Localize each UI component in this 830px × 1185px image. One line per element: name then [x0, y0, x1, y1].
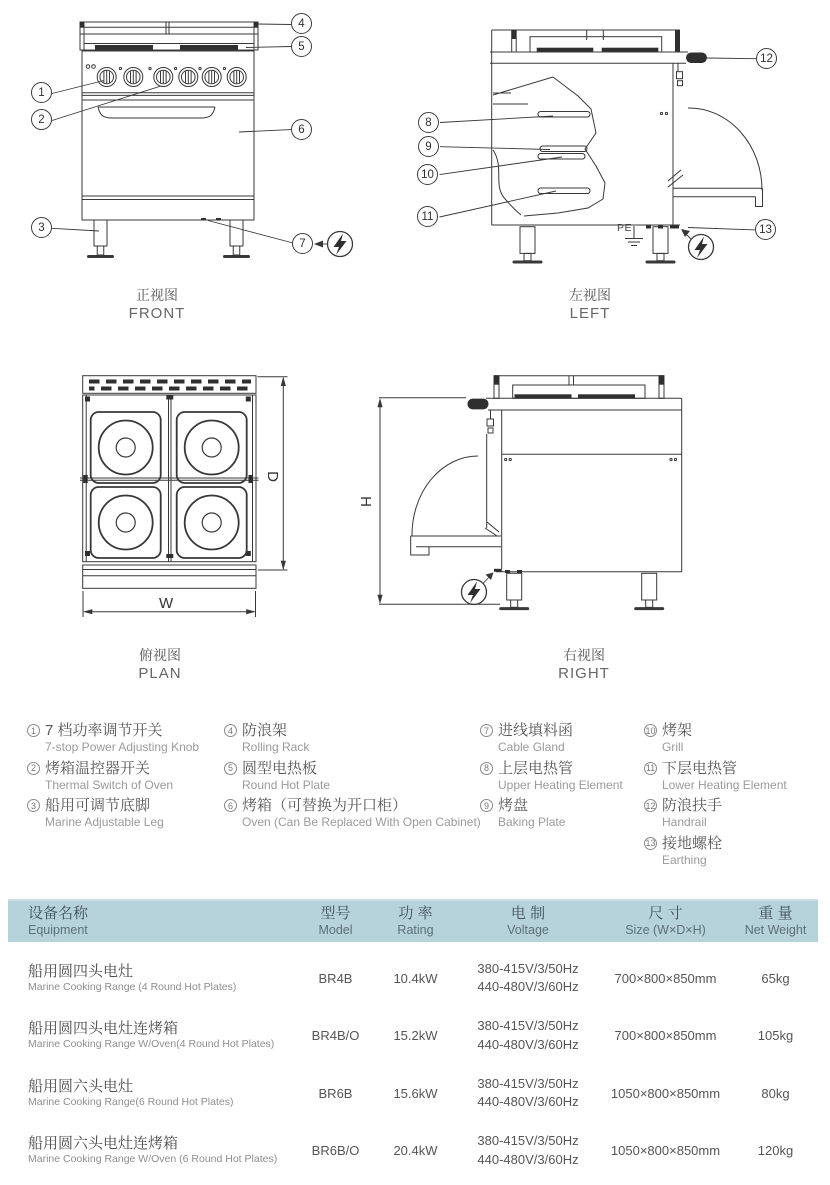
legend-zh: 防浪扶手: [662, 797, 723, 814]
equipment-name-zh: 船用圆六头电灶连烤箱: [28, 1135, 179, 1152]
legend-en: Round Hot Plate: [242, 777, 331, 792]
cell-rating: 20.4kW: [393, 1143, 438, 1158]
legend-item-10: [644, 722, 692, 755]
cell-voltage: [458, 1132, 598, 1169]
legend-zh: 圆型电热板: [242, 759, 318, 777]
cell-rating: 15.6kW: [393, 1085, 438, 1101]
legend-item-13: [644, 835, 722, 868]
equipment-name-en: Marine Cooking Range (4 Round Hot Plates): [28, 980, 237, 993]
legend-item-9: [480, 797, 565, 830]
right-view-drawing: [377, 376, 681, 609]
dim-width-label: W: [159, 595, 174, 612]
header-size-zh: 尺 寸: [648, 905, 683, 922]
cell-size: 700×800×850mm: [614, 1028, 717, 1043]
header-equipment: [28, 905, 298, 938]
plan-view-title: [100, 647, 220, 683]
cell-size: 1050×800×850mm: [610, 1143, 721, 1158]
cell-model: BR4B/O: [311, 1028, 360, 1043]
legend-number-11: 11: [645, 763, 656, 773]
callout-2: 2: [31, 109, 52, 130]
dim-height-label: H: [356, 496, 374, 507]
legend-zh: 7 档功率调节开关: [45, 722, 163, 739]
callout-9: 9: [418, 136, 439, 157]
header-rating-zh: 功 率: [398, 905, 433, 922]
legend-zh: 防浪架: [242, 722, 288, 739]
callout-4: 4: [291, 13, 312, 34]
legend-item-7: [480, 722, 573, 755]
legend-en: Lower Heating Element: [662, 777, 787, 792]
header-voltage: [458, 905, 598, 938]
left-view-title: [530, 287, 650, 323]
pe-earthing-label: PE: [617, 222, 633, 234]
right-view-title: [524, 647, 644, 683]
legend-number-5: 5: [224, 762, 237, 775]
voltage-50hz: 380-415V/3/50Hz: [477, 1133, 579, 1148]
header-model: [298, 905, 373, 938]
cell-weight: 80kg: [761, 1085, 790, 1101]
legend-en: Marine Adjustable Leg: [45, 815, 164, 829]
legend-en: Upper Heating Element: [498, 777, 623, 792]
header-weight-zh: 重 量: [758, 905, 793, 922]
legend-item-3: [27, 797, 164, 830]
voltage-60hz: 440-480V/3/60Hz: [477, 1036, 579, 1052]
equipment-name-en: Marine Cooking Range W/Oven (6 Round Hot Plates): [28, 1153, 278, 1165]
header-rating: [373, 905, 458, 938]
header-voltage-en: Voltage: [507, 923, 549, 937]
callout-5: 5: [291, 36, 312, 57]
legend-number-3: 3: [27, 799, 40, 812]
cell-rating: 10.4kW: [393, 970, 438, 986]
right-view-title-zh: 右视图: [563, 647, 605, 663]
header-equipment-en: Equipment: [28, 923, 88, 937]
legend-number-12: 12: [645, 800, 656, 811]
legend-zh: 烤箱（可替换为开口柜）: [242, 797, 408, 814]
plan-view-title-en: PLAN: [138, 665, 182, 682]
table-row: [8, 1010, 818, 1062]
cell-voltage: [458, 1017, 598, 1054]
cell-equipment: [28, 963, 298, 994]
header-model-en: Model: [318, 923, 353, 937]
legend-number-13: 13: [645, 838, 656, 848]
spec-table-header: [8, 899, 818, 942]
voltage-60hz: 440-480V/3/60Hz: [477, 979, 579, 994]
voltage-50hz: 380-415V/3/50Hz: [477, 960, 579, 976]
legend-zh: 进线填料函: [498, 722, 574, 739]
callout-11: 11: [417, 206, 438, 227]
cell-equipment: [28, 1078, 298, 1109]
equipment-name-en: Marine Cooking Range(6 Round Hot Plates): [28, 1095, 234, 1108]
header-voltage-zh: 电 制: [510, 905, 546, 922]
legend-zh: 上层电热管: [498, 759, 574, 777]
equipment-name-zh: 船用圆六头电灶: [28, 1077, 134, 1095]
legend-number-8: 8: [480, 762, 493, 775]
equipment-name-en: Marine Cooking Range W/Oven(4 Round Hot Plates): [28, 1038, 275, 1050]
legend-en: Oven (Can Be Replaced With Open Cabinet): [242, 815, 481, 829]
plan-view-drawing: [80, 376, 288, 617]
front-view-drawing: [52, 22, 353, 257]
legend-item-8: [480, 760, 623, 793]
dim-depth-label: D: [263, 471, 281, 482]
legend-number-2: 2: [27, 762, 40, 775]
legend-number-4: 4: [224, 724, 237, 737]
cell-size: 700×800×850mm: [614, 970, 717, 986]
table-row: [8, 952, 818, 1004]
callout-7: 7: [292, 233, 313, 254]
legend-en: Handrail: [662, 815, 707, 829]
legend-en: Thermal Switch of Oven: [45, 777, 174, 792]
header-size: [598, 905, 733, 938]
front-view-title-en: FRONT: [128, 305, 186, 322]
legend-item-6: [224, 797, 481, 830]
header-equipment-zh: 设备名称: [28, 905, 89, 922]
left-view-title-zh: 左视图: [569, 287, 611, 303]
legend-zh: 接地螺栓: [662, 834, 723, 852]
legend-en: Rolling Rack: [242, 740, 310, 754]
cell-weight: 120kg: [757, 1143, 794, 1158]
legend-en: Earthing: [662, 852, 707, 867]
cell-size: 1050×800×850mm: [610, 1085, 721, 1101]
legend-en: Grill: [662, 740, 684, 754]
voltage-50hz: 380-415V/3/50Hz: [477, 1075, 579, 1091]
header-weight: [733, 905, 818, 938]
equipment-name-zh: 船用圆四头电灶连烤箱: [28, 1020, 179, 1037]
cell-model: BR4B: [318, 970, 353, 986]
callout-8: 8: [418, 112, 439, 133]
legend-en: 7-stop Power Adjusting Knob: [45, 740, 200, 754]
callout-12: 12: [756, 48, 777, 69]
callout-10: 10: [417, 164, 438, 185]
legend-item-5: [224, 760, 330, 793]
cell-voltage: [458, 960, 598, 997]
legend-number-9: 9: [480, 799, 493, 812]
header-size-en: Size (W×D×H): [625, 923, 706, 937]
voltage-50hz: 380-415V/3/50Hz: [477, 1018, 579, 1033]
legend-en: Cable Gland: [498, 740, 565, 754]
left-view-title-en: LEFT: [569, 305, 611, 322]
cell-model: BR6B: [318, 1085, 353, 1101]
legend-item-12: [644, 797, 722, 830]
legend-number-6: 6: [224, 799, 237, 812]
left-view-drawing: [440, 30, 763, 262]
front-view-title-zh: 正视图: [136, 287, 178, 303]
cell-weight: 65kg: [761, 970, 790, 986]
legend-item-11: [644, 760, 787, 793]
header-rating-en: Rating: [397, 923, 434, 937]
legend-item-2: [27, 760, 173, 793]
callout-1: 1: [31, 82, 52, 103]
front-view-title: [97, 287, 217, 323]
legend-en: Baking Plate: [498, 815, 566, 829]
callout-6: 6: [291, 119, 312, 140]
callout-3: 3: [31, 217, 52, 238]
header-model-zh: 型号: [320, 905, 351, 922]
cell-model: BR6B/O: [311, 1143, 360, 1158]
legend-number-10: 10: [645, 725, 656, 736]
equipment-name-zh: 船用圆四头电灶: [28, 962, 134, 980]
legend-item-1: [27, 722, 199, 755]
table-row: [8, 1125, 818, 1177]
cell-weight: 105kg: [757, 1028, 794, 1043]
legend-number-7: 7: [480, 724, 493, 737]
plan-view-title-zh: 俯视图: [139, 647, 181, 663]
callout-13: 13: [755, 219, 776, 240]
cell-rating: 15.2kW: [393, 1028, 438, 1043]
table-row: [8, 1067, 818, 1119]
legend-zh: 烤箱温控器开关: [45, 759, 151, 777]
header-weight-en: Net Weight: [744, 923, 807, 937]
voltage-60hz: 440-480V/3/60Hz: [477, 1094, 579, 1109]
legend-zh: 烤架: [662, 722, 693, 739]
voltage-60hz: 440-480V/3/60Hz: [477, 1151, 579, 1167]
legend-zh: 船用可调节底脚: [45, 797, 151, 814]
right-view-title-en: RIGHT: [558, 665, 610, 682]
legend-zh: 烤盘: [498, 797, 529, 814]
cell-equipment: [28, 1135, 298, 1166]
cell-voltage: [458, 1075, 598, 1112]
legend-item-4: [224, 722, 309, 755]
legend-zh: 下层电热管: [662, 759, 738, 777]
cell-equipment: [28, 1020, 298, 1051]
legend-number-1: 1: [27, 724, 40, 737]
